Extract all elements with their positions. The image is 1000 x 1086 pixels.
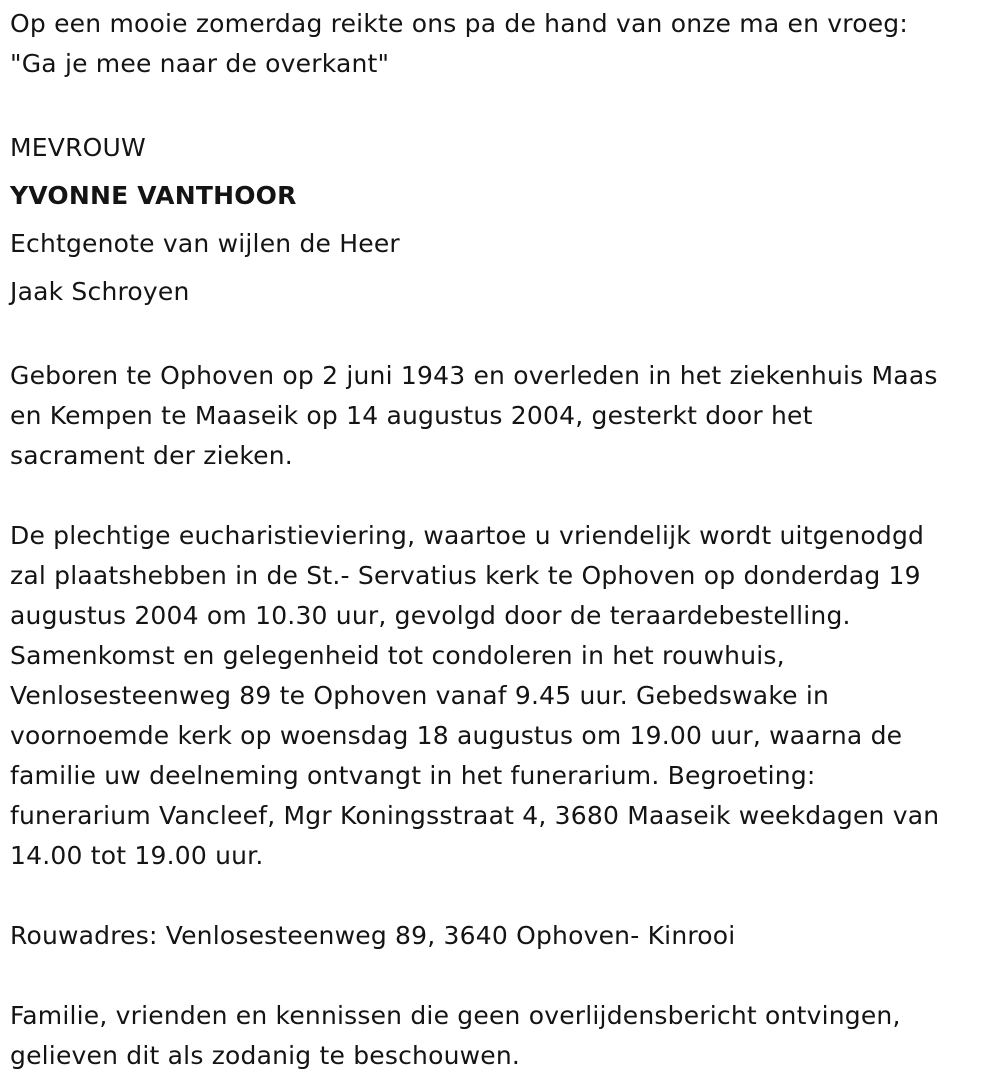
motto	[10, 4, 995, 84]
deceased-block	[10, 124, 995, 316]
paragraph-line: gelieven dit als zodanig te beschouwen.	[10, 1041, 521, 1070]
motto-line: Op een mooie zomerdag reikte ons pa de hand van onze ma en vroeg:	[10, 9, 908, 38]
paragraph-line: zal plaatshebben in de St.- Servatius kerk te Ophoven op donderdag 19	[10, 561, 921, 590]
mourning-address: Rouwadres: Venlosesteenweg 89, 3640 Ophoven- Kinrooi	[10, 921, 736, 950]
obituary-text	[10, 4, 995, 1076]
paragraph-line: Venlosesteenweg 89 te Ophoven vanaf 9.45 uur. Gebedswake in	[10, 681, 830, 710]
paragraph-line: sacrament der zieken.	[10, 441, 293, 470]
motto-line: "Ga je mee naar de overkant"	[10, 49, 390, 78]
paragraph-line: augustus 2004 om 10.30 uur, gevolgd door de teraardebestelling.	[10, 601, 851, 630]
spouse-name: Jaak Schroyen	[10, 277, 190, 306]
relation: Echtgenote van wijlen de Heer	[10, 229, 400, 258]
spacer	[10, 476, 995, 516]
paragraph-line: voornoemde kerk op woensdag 18 augustus om 19.00 uur, waarna de	[10, 721, 903, 750]
paragraph-line: familie uw deelneming ontvangt in het funerarium. Begroeting:	[10, 761, 816, 790]
paragraph-line: Samenkomst en gelegenheid tot condoleren in het rouwhuis,	[10, 641, 785, 670]
paragraph-line: 14.00 tot 19.00 uur.	[10, 841, 264, 870]
paragraph-line: De plechtige eucharistieviering, waartoe u vriendelijk wordt uitgenodgd	[10, 521, 925, 550]
deceased-name: YVONNE VANTHOOR	[10, 181, 297, 210]
paragraph-line: Geboren te Ophoven op 2 juni 1943 en overleden in het ziekenhuis Maas	[10, 361, 938, 390]
honorific: MEVROUW	[10, 133, 146, 162]
paragraph-line: funerarium Vancleef, Mgr Koningsstraat 4, 3680 Maaseik weekdagen van	[10, 801, 940, 830]
spacer	[10, 956, 995, 996]
spacer	[10, 316, 995, 356]
closing-paragraph	[10, 996, 995, 1076]
paragraph-line: en Kempen te Maaseik op 14 augustus 2004, gesterkt door het	[10, 401, 813, 430]
paragraph-line: Familie, vrienden en kennissen die geen overlijdensbericht ontvingen,	[10, 1001, 901, 1030]
ceremony-paragraph	[10, 516, 995, 876]
spacer	[10, 84, 995, 124]
birth-death-paragraph	[10, 356, 995, 476]
spacer	[10, 876, 995, 916]
